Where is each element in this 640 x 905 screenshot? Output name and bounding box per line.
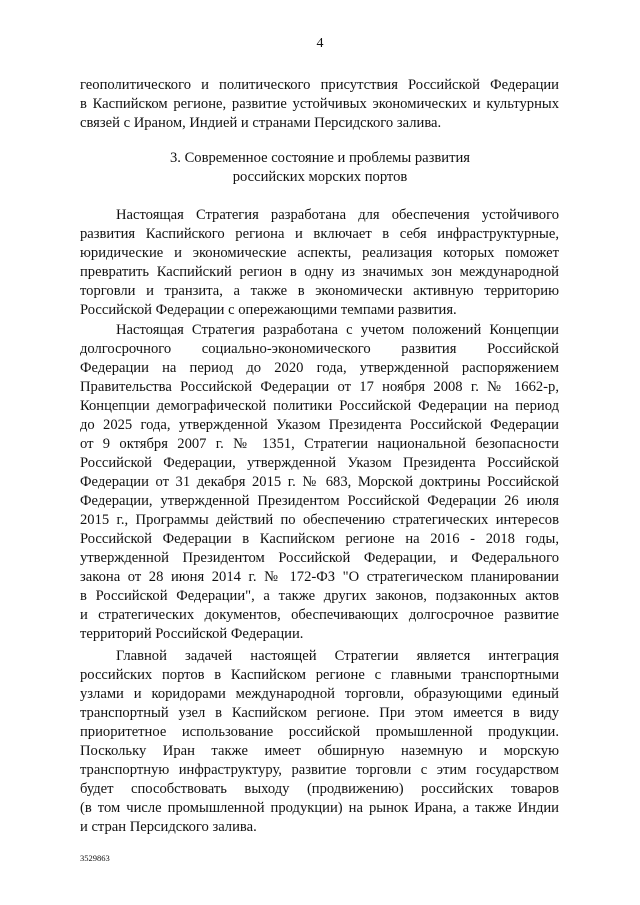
- text-line: транспортную инфраструктуру, развитие торговли с этим государством: [80, 762, 559, 778]
- text-line: долгосрочного социально-экономического развития Российской: [80, 341, 559, 357]
- text-line: в Каспийском регионе, развитие устойчивых экономических и культурных: [80, 96, 559, 112]
- text-line: (в том числе промышленной продукции) на рынок Ирана, а также Индии: [80, 800, 559, 816]
- text-line: российских портов в Каспийском регионе с главными транспортными: [80, 667, 559, 683]
- text-line: превратить Каспийский регион в одну из значимых зон международной: [80, 264, 559, 280]
- text-line: транспортный узел в Каспийском регионе. При этом имеется в виду: [80, 705, 559, 721]
- text-line: связей с Ираном, Индией и странами Персидского залива.: [80, 115, 442, 131]
- text-line: Российской Федерации с опережающими темпами развития.: [80, 302, 457, 318]
- text-line: Федерации на период до 2020 года, утвержденной распоряжением: [80, 360, 559, 376]
- text-line: закона от 28 июня 2014 г. № 172-ФЗ "О стратегическом планировании: [80, 569, 559, 585]
- text-line: юридические и экономические аспекты, реализация которых поможет: [80, 245, 559, 261]
- text-line: территорий Российской Федерации.: [80, 626, 304, 642]
- document-code: 3529863: [80, 853, 110, 863]
- text-line: Правительства Российской Федерации от 17 ноября 2008 г. № 1662-р,: [80, 379, 559, 395]
- page-number: 4: [316, 36, 324, 51]
- text-line: геополитического и политического присутствия Российской Федерации: [80, 77, 559, 93]
- text-line: и стратегических документов, обеспечивающих долгосрочное развитие: [80, 607, 559, 623]
- text-line: Главной задачей настоящей Стратегии является интеграция: [116, 648, 559, 664]
- text-line: Федерации от 31 декабря 2015 г. № 683, Морской доктрины Российской: [80, 474, 559, 490]
- text-line: развития Каспийского региона и включает в себя инфраструктурные,: [80, 226, 559, 242]
- text-line: 2015 г., Программы действий по обеспечению стратегических интересов: [80, 512, 559, 528]
- text-line: приоритетное использование российской промышленной продукции.: [80, 724, 559, 740]
- text-line: Концепции демографической политики Российской Федерации на период: [80, 398, 559, 414]
- text-line: от 9 октября 2007 г. № 1351, Стратегии национальной безопасности: [80, 436, 559, 452]
- text-line: и стран Персидского залива.: [80, 819, 257, 835]
- text-line: Поскольку Иран также имеет обширную наземную и морскую: [80, 743, 559, 759]
- heading-line: 3. Современное состояние и проблемы развития: [169, 150, 470, 166]
- text-line: Настоящая Стратегия разработана для обеспечения устойчивого: [116, 207, 559, 223]
- text-line: будет способствовать выходу (продвижению) российских товаров: [80, 781, 559, 797]
- text-line: узлами и коридорами международной торговли, образующими единый: [80, 686, 559, 702]
- heading-line: российских морских портов: [232, 169, 408, 185]
- text-line: торговли и транзита, а также в экономически активную территорию: [80, 283, 559, 299]
- text-line: до 2025 года, утвержденной Указом Президента Российской Федерации: [80, 417, 559, 433]
- text-line: утвержденной Президентом Российской Федерации, и Федерального: [80, 550, 559, 566]
- text-line: Настоящая Стратегия разработана с учетом положений Концепции: [116, 322, 559, 338]
- text-line: Российской Федерации, утвержденной Указом Президента Российской: [80, 455, 559, 471]
- text-line: Федерации, утвержденной Президентом Российской Федерации 26 июля: [80, 493, 559, 509]
- text-line: Российской Федерации в Каспийском регионе на 2016 - 2018 годы,: [80, 531, 559, 547]
- text-line: в Российской Федерации", а также других законов, подзаконных актов: [80, 588, 559, 604]
